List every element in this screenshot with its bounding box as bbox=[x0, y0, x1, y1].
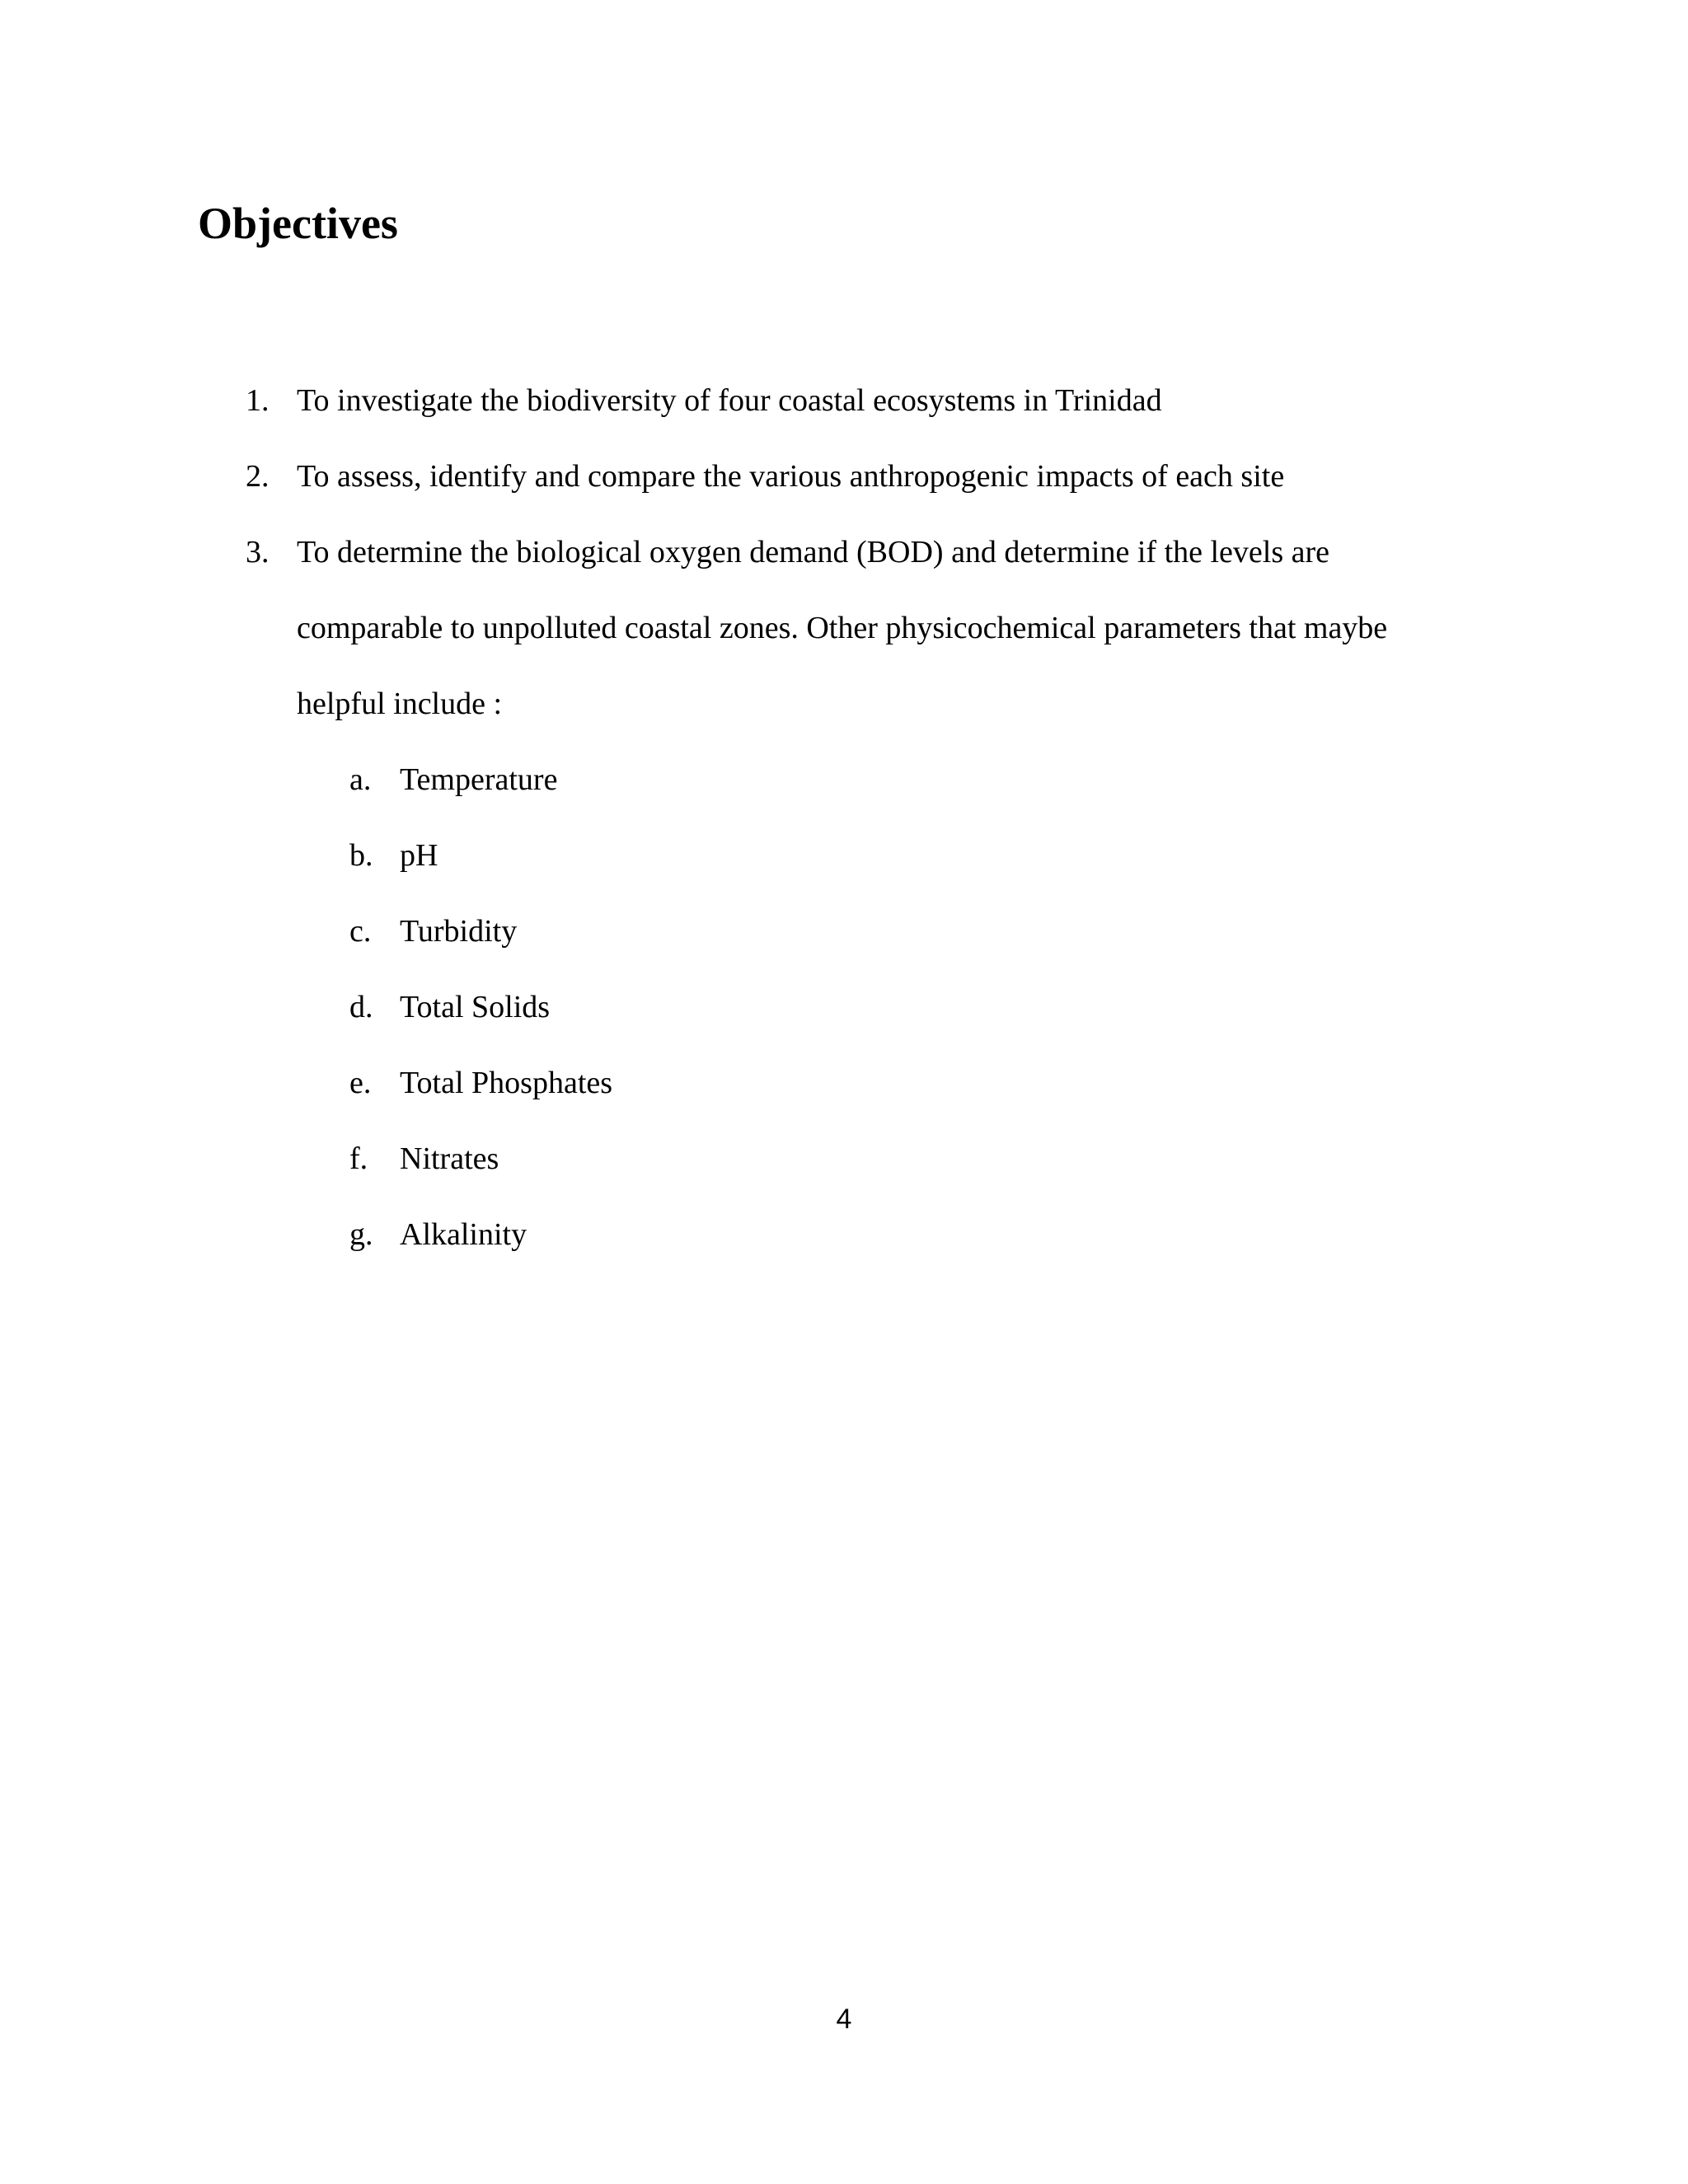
objective-number: 3. bbox=[246, 535, 270, 569]
sub-item-letter: b. bbox=[349, 838, 373, 873]
page-number: 4 bbox=[836, 2004, 852, 2035]
sub-item-total-solids bbox=[0, 969, 1688, 1045]
objective-number: 2. bbox=[246, 459, 270, 494]
objective-item-3 bbox=[0, 514, 1688, 590]
objective-text: helpful include : bbox=[297, 687, 503, 721]
sub-item-text: Turbidity bbox=[400, 914, 518, 949]
objective-text: To determine the biological oxygen demand (BOD) and determine if the levels are bbox=[297, 535, 1330, 569]
section-heading: Objectives bbox=[198, 199, 398, 248]
sub-item-letter: f. bbox=[349, 1141, 368, 1176]
sub-item-turbidity bbox=[0, 893, 1688, 969]
sub-item-text: Nitrates bbox=[400, 1141, 499, 1176]
sub-item-temperature bbox=[0, 742, 1688, 818]
sub-item-letter: a. bbox=[349, 762, 372, 797]
objective-text-continuation bbox=[0, 590, 1688, 666]
sub-item-letter: d. bbox=[349, 990, 373, 1024]
objective-item-2 bbox=[0, 438, 1688, 514]
sub-item-letter: c. bbox=[349, 914, 372, 949]
objective-text: To assess, identify and compare the various anthropogenic impacts of each site bbox=[297, 459, 1285, 494]
objective-text: To investigate the biodiversity of four coastal ecosystems in Trinidad bbox=[297, 383, 1162, 418]
sub-item-text: Total Solids bbox=[400, 990, 551, 1024]
sub-item-text: pH bbox=[400, 838, 438, 873]
objective-text-continuation bbox=[0, 666, 1688, 742]
sub-item-ph bbox=[0, 818, 1688, 893]
objectives-list bbox=[0, 363, 1688, 1272]
objective-number: 1. bbox=[246, 383, 270, 418]
sub-item-text: Temperature bbox=[400, 762, 558, 797]
sub-item-text: Alkalinity bbox=[400, 1217, 528, 1252]
sub-item-letter: e. bbox=[349, 1066, 372, 1100]
sub-item-total-phosphates bbox=[0, 1045, 1688, 1121]
sub-item-text: Total Phosphates bbox=[400, 1066, 613, 1100]
sub-item-nitrates bbox=[0, 1121, 1688, 1197]
objective-item-1 bbox=[0, 363, 1688, 438]
sub-item-letter: g. bbox=[349, 1217, 373, 1252]
objective-text: comparable to unpolluted coastal zones. Other physicochemical parameters that maybe bbox=[297, 611, 1388, 645]
sub-item-alkalinity bbox=[0, 1197, 1688, 1272]
